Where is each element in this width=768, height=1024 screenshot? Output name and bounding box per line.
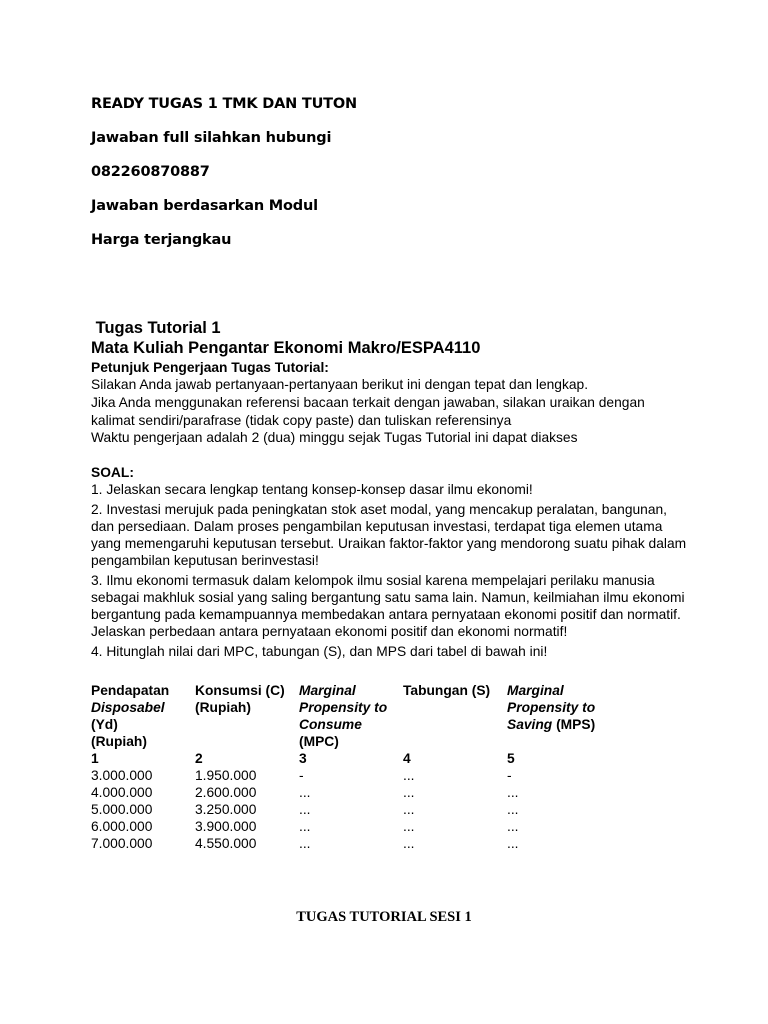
header-text: Propensity to	[299, 700, 388, 715]
instructions-section	[91, 359, 691, 447]
header-text: Pendapatan	[91, 683, 170, 698]
table-cell: -	[507, 768, 512, 783]
table-cell: 1.950.000	[195, 768, 257, 783]
column-number: 3	[299, 751, 307, 766]
column-mpc	[299, 682, 399, 852]
table-cell: ...	[507, 785, 519, 800]
table-cell: -	[299, 768, 304, 783]
header-text: (MPS)	[552, 717, 596, 732]
soal-heading: SOAL:	[91, 465, 134, 480]
question-4: 4. Hitunglah nilai dari MPC, tabungan (S), dan MPS dari tabel di bawah ini!	[91, 644, 548, 659]
footer-title: TUGAS TUTORIAL SESI 1	[296, 909, 472, 925]
header-text: (Yd)	[91, 717, 118, 732]
header-text: Saving	[507, 717, 553, 732]
table-cell: 3.000.000	[91, 768, 153, 783]
table-cell: ...	[299, 802, 311, 817]
table-cell: ...	[507, 836, 519, 851]
header-text: Propensity to	[507, 700, 596, 715]
instructions-heading: Petunjuk Pengerjaan Tugas Tutorial:	[91, 360, 329, 375]
table-cell: 3.250.000	[195, 802, 257, 817]
question-1: 1. Jelaskan secara lengkap tentang konsep-konsep dasar ilmu ekonomi!	[91, 482, 533, 497]
table-cell: ...	[507, 802, 519, 817]
column-number: 4	[403, 751, 411, 766]
instruction-text-3: Waktu pengerjaan adalah 2 (dua) minggu sejak Tugas Tutorial ini dapat diakses	[91, 430, 578, 445]
header-text: (MPC)	[299, 734, 339, 749]
table-cell: 7.000.000	[91, 836, 153, 851]
course-title: Mata Kuliah Pengantar Ekonomi Makro/ESPA4110	[91, 339, 481, 357]
header-text: Marginal	[299, 683, 356, 698]
header-text: (Rupiah)	[195, 700, 251, 715]
ad-line-1: READY TUGAS 1 TMK DAN TUTON	[91, 96, 357, 112]
table-cell: 4.000.000	[91, 785, 153, 800]
table-cell: ...	[299, 836, 311, 851]
column-saving	[403, 682, 503, 852]
question-2: 2. Investasi merujuk pada peningkatan stok aset modal, yang mencakup peralatan, bangunan, dan persediaan. Dalam proses pengambilan keputusan investasi, terdapat tiga elemen utama yang memengaruhi keputusan tersebut. Uraikan faktor-faktor yang mendorong suatu pihak dalam pengambilan keputusan berinvestasi!	[91, 502, 687, 568]
header-text: Consume	[299, 717, 362, 732]
instruction-text-2: Jika Anda menggunakan referensi bacaan terkait dengan jawaban, silakan uraikan dengan kalimat sendiri/parafrase (tidak copy paste) dan tuliskan referensinya	[91, 395, 645, 428]
header-income	[91, 682, 191, 750]
table-cell: 4.550.000	[195, 836, 257, 851]
questions-section	[91, 464, 691, 660]
table-cell: ...	[403, 768, 415, 783]
table-cell: ...	[299, 819, 311, 834]
ad-phone-number: 082260870887	[91, 164, 210, 180]
header-consumption	[195, 682, 295, 750]
table-cell: ...	[299, 785, 311, 800]
instruction-item-1	[91, 376, 691, 394]
table-cell: 5.000.000	[91, 802, 153, 817]
ad-line-2: Jawaban full silahkan hubungi	[91, 130, 332, 146]
header-saving	[403, 682, 503, 750]
table-cell: 6.000.000	[91, 819, 153, 834]
header-text: Disposabel	[91, 700, 165, 715]
question-3: 3. Ilmu ekonomi termasuk dalam kelompok ilmu sosial karena mempelajari perilaku manusia sebagai makhluk sosial yang saling bergantung satu sama lain. Namun, keilmiahan ilmu ekonomi bergantung pada kemampuannya membedakan antara pernyataan ekonomi positif dan normatif. Jelaskan perbedaan antara pernyataan ekonomi positif dan ekonomi normatif!	[91, 573, 685, 639]
header-text: Konsumsi (C)	[195, 683, 285, 698]
instruction-item-3	[91, 429, 691, 447]
ad-line-5: Harga terjangkau	[91, 232, 232, 248]
table-cell: ...	[403, 785, 415, 800]
document-title-text: Tugas Tutorial 1	[95, 319, 221, 337]
header-text: Tabungan (S)	[403, 683, 491, 698]
column-number: 1	[91, 751, 99, 766]
column-number: 2	[195, 751, 203, 766]
ad-line-4: Jawaban berdasarkan Modul	[91, 198, 318, 214]
table-cell: ...	[403, 819, 415, 834]
header-mps	[507, 682, 607, 750]
header-text: (Rupiah)	[91, 734, 147, 749]
column-consumption	[195, 682, 295, 852]
header-mpc	[299, 682, 399, 750]
instruction-text-1: Silakan Anda jawab pertanyaan-pertanyaan berikut ini dengan tepat dan lengkap.	[91, 377, 589, 392]
table-cell: ...	[403, 836, 415, 851]
column-income	[91, 682, 191, 852]
column-mps	[507, 682, 607, 852]
column-number: 5	[507, 751, 515, 766]
document-title	[91, 319, 221, 338]
instruction-item-2	[91, 394, 691, 429]
table-cell: 3.900.000	[195, 819, 257, 834]
table-cell: 2.600.000	[195, 785, 257, 800]
table-cell: ...	[507, 819, 519, 834]
header-text: Marginal	[507, 683, 564, 698]
table-cell: ...	[403, 802, 415, 817]
